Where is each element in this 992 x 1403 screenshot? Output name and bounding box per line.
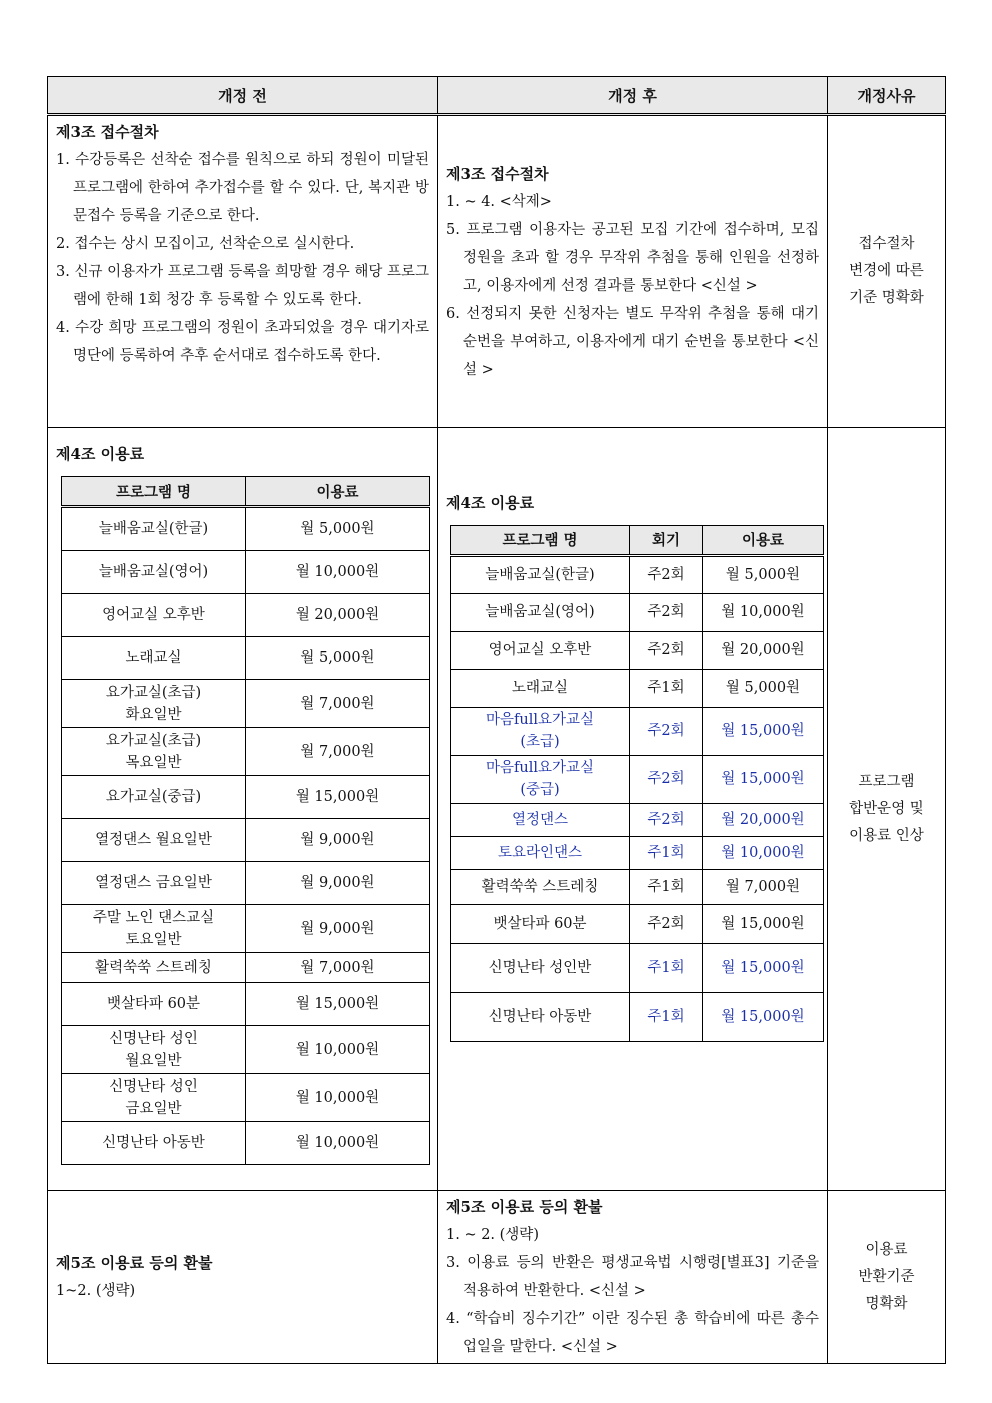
row1-after-title: 제3조 접수절차 — [446, 164, 549, 183]
row3-reason-line: 반환기준 — [858, 1268, 915, 1285]
fee-cell: 월 7,000원 — [246, 953, 430, 983]
fee-cell: 월 20,000원 — [246, 594, 430, 637]
fee-before-row — [62, 1122, 430, 1165]
fee-cell: 월 10,000원 — [246, 1026, 430, 1074]
fee-before-row — [62, 728, 430, 776]
program-name-cell: 신명난타 성인 월요일반 — [62, 1026, 246, 1074]
session-count-cell: 주2회 — [630, 593, 703, 631]
row1-before-title: 제3조 접수절차 — [56, 123, 159, 141]
program-name-cell: 신명난타 성인반 — [451, 943, 630, 992]
fee-cell: 월 10,000원 — [703, 836, 824, 869]
fee-cell: 월 7,000원 — [246, 728, 430, 776]
fee-after-row — [451, 555, 824, 593]
fee-cell: 월 10,000원 — [246, 551, 430, 594]
row1-reason-line: 접수절차 — [858, 236, 915, 252]
fee-after-row — [451, 707, 824, 755]
row1-after-item: 5. 프로그램 이용자는 공고된 모집 기간에 접수하며, 모집 정원을 초과 할 경우 무작위 추첨을 통해 인원을 선정하고, 이용자에게 선정 결과를 통보한다 <신설 > — [446, 221, 819, 294]
row2-reason-cell — [828, 428, 946, 1191]
row-refund — [48, 1191, 946, 1364]
fee-cell: 월 10,000원 — [246, 1074, 430, 1122]
session-count-cell: 주2회 — [630, 707, 703, 755]
row3-after-cell — [438, 1191, 828, 1364]
header-before: 개정 전 — [48, 77, 438, 115]
fee-after-row — [451, 904, 824, 943]
fee-after-header-fee: 이용료 — [703, 525, 824, 555]
fee-cell: 월 5,000원 — [246, 507, 430, 551]
session-count-cell: 주1회 — [630, 992, 703, 1041]
program-name-cell: 늘배움교실(영어) — [62, 551, 246, 594]
row3-after-title: 제5조 이용료 등의 환불 — [446, 1198, 603, 1216]
session-count-cell: 주1회 — [630, 943, 703, 992]
session-count-cell: 주2회 — [630, 631, 703, 669]
fee-after-header-count: 회기 — [630, 525, 703, 555]
row3-reason-line: 명확화 — [865, 1295, 908, 1312]
fee-after-row — [451, 943, 824, 992]
program-name-cell: 열정댄스 — [451, 803, 630, 836]
fee-table-after — [450, 525, 824, 1042]
row1-after-item: 6. 선정되지 못한 신청자는 별도 무작위 추첨을 통해 대기 순번을 부여하고, 이용자에게 대기 순번을 통보한다 <신설 > — [446, 305, 819, 378]
session-count-cell: 주2회 — [630, 803, 703, 836]
session-count-cell: 주1회 — [630, 836, 703, 869]
row2-after-title: 제4조 이용료 — [446, 493, 535, 512]
fee-cell: 월 7,000원 — [246, 680, 430, 728]
fee-before-row — [62, 776, 430, 819]
row1-before-cell — [48, 115, 438, 428]
row1-reason-cell — [828, 115, 946, 428]
row2-reason-line: 이용료 인상 — [849, 827, 924, 844]
row2-before-cell — [48, 428, 438, 1191]
program-name-cell: 주말 노인 댄스교실 토요일반 — [62, 905, 246, 953]
fee-cell: 월 9,000원 — [246, 862, 430, 905]
header-reason: 개정사유 — [828, 77, 946, 115]
fee-after-row — [451, 992, 824, 1041]
fee-cell: 월 15,000원 — [703, 904, 824, 943]
session-count-cell: 주2회 — [630, 755, 703, 803]
program-name-cell: 늘배움교실(한글) — [451, 555, 630, 593]
program-name-cell: 마음full요가교실 (중급) — [451, 755, 630, 803]
row1-reason-line: 기준 명확화 — [849, 290, 924, 306]
row1-before-item: 1. 수강등록은 선착순 접수를 원칙으로 하되 정원이 미달된 프로그램에 한하여 추가접수를 할 수 있다. 단, 복지관 방문접수 등록을 기준으로 한다. — [56, 152, 429, 224]
program-name-cell: 요가교실(초급) 화요일반 — [62, 680, 246, 728]
fee-before-row — [62, 507, 430, 551]
fee-before-header-fee: 이용료 — [246, 477, 430, 507]
fee-before-row — [62, 1074, 430, 1122]
row1-after-item: 1. ~ 4. <삭제> — [446, 193, 552, 210]
revision-comparison-document — [47, 76, 945, 1353]
program-name-cell: 신명난타 아동반 — [451, 992, 630, 1041]
fee-cell: 월 7,000원 — [703, 869, 824, 904]
program-name-cell: 활력쑥쑥 스트레칭 — [451, 869, 630, 904]
fee-cell: 월 5,000원 — [703, 555, 824, 593]
fee-before-row — [62, 1026, 430, 1074]
row3-after-item: 4. “학습비 징수기간” 이란 징수된 총 학습비에 따른 총수업일을 말한다. <신설 > — [446, 1311, 819, 1355]
row2-reason-line: 합반운영 및 — [849, 800, 924, 817]
program-name-cell: 뱃살타파 60분 — [62, 983, 246, 1026]
revision-table — [47, 76, 946, 1364]
program-name-cell: 영어교실 오후반 — [451, 631, 630, 669]
row-reception-procedure — [48, 115, 946, 428]
header-row — [48, 77, 946, 115]
program-name-cell: 신명난타 아동반 — [62, 1122, 246, 1165]
fee-cell: 월 20,000원 — [703, 803, 824, 836]
program-name-cell: 열정댄스 금요일반 — [62, 862, 246, 905]
fee-cell: 월 15,000원 — [246, 776, 430, 819]
row2-after-cell — [438, 428, 828, 1191]
fee-after-row — [451, 593, 824, 631]
fee-cell: 월 9,000원 — [246, 905, 430, 953]
fee-cell: 월 15,000원 — [246, 983, 430, 1026]
fee-cell: 월 15,000원 — [703, 992, 824, 1041]
fee-cell: 월 5,000원 — [703, 669, 824, 707]
row1-reason-line: 변경에 따른 — [849, 263, 924, 279]
program-name-cell: 활력쑥쑥 스트레칭 — [62, 953, 246, 983]
fee-cell: 월 15,000원 — [703, 707, 824, 755]
program-name-cell: 열정댄스 월요일반 — [62, 819, 246, 862]
row3-after-item: 1. ~ 2. (생략) — [446, 1227, 539, 1243]
fee-after-header-name: 프로그램 명 — [451, 525, 630, 555]
fee-after-row — [451, 836, 824, 869]
fee-before-row — [62, 637, 430, 680]
fee-before-row — [62, 819, 430, 862]
program-name-cell: 노래교실 — [451, 669, 630, 707]
program-name-cell: 마음full요가교실 (초급) — [451, 707, 630, 755]
row1-after-cell — [438, 115, 828, 428]
fee-cell: 월 15,000원 — [703, 943, 824, 992]
fee-cell: 월 5,000원 — [246, 637, 430, 680]
fee-before-row — [62, 953, 430, 983]
row1-before-item: 3. 신규 이용자가 프로그램 등록을 희망할 경우 해당 프로그램에 한해 1회 청강 후 등록할 수 있도록 한다. — [56, 264, 429, 308]
fee-table-before — [61, 476, 430, 1165]
fee-cell: 월 15,000원 — [703, 755, 824, 803]
session-count-cell: 주1회 — [630, 869, 703, 904]
session-count-cell: 주1회 — [630, 669, 703, 707]
row1-before-item: 2. 접수는 상시 모집이고, 선착순으로 실시한다. — [56, 236, 355, 252]
fee-cell: 월 10,000원 — [703, 593, 824, 631]
row3-before-title: 제5조 이용료 등의 환불 — [56, 1254, 213, 1272]
program-name-cell: 요가교실(중급) — [62, 776, 246, 819]
session-count-cell: 주2회 — [630, 904, 703, 943]
program-name-cell: 영어교실 오후반 — [62, 594, 246, 637]
program-name-cell: 늘배움교실(영어) — [451, 593, 630, 631]
fee-before-header-name: 프로그램 명 — [62, 477, 246, 507]
header-after: 개정 후 — [438, 77, 828, 115]
fee-before-row — [62, 905, 430, 953]
fee-before-row — [62, 983, 430, 1026]
fee-before-row — [62, 551, 430, 594]
fee-after-row — [451, 669, 824, 707]
fee-after-row — [451, 869, 824, 904]
row3-after-item: 3. 이용료 등의 반환은 평생교육법 시행령[별표3] 기준을 적용하여 반환한다. <신설 > — [446, 1255, 819, 1299]
session-count-cell: 주2회 — [630, 555, 703, 593]
fee-after-row — [451, 631, 824, 669]
program-name-cell: 신명난타 성인 금요일반 — [62, 1074, 246, 1122]
row2-reason-line: 프로그램 — [858, 773, 915, 790]
row3-before-item: 1~2. (생략) — [56, 1283, 136, 1299]
row-fees — [48, 428, 946, 1191]
program-name-cell: 뱃살타파 60분 — [451, 904, 630, 943]
fee-after-row — [451, 755, 824, 803]
program-name-cell: 토요라인댄스 — [451, 836, 630, 869]
fee-cell: 월 9,000원 — [246, 819, 430, 862]
program-name-cell: 노래교실 — [62, 637, 246, 680]
fee-before-row — [62, 862, 430, 905]
row3-before-cell — [48, 1191, 438, 1364]
fee-after-row — [451, 803, 824, 836]
program-name-cell: 요가교실(초급) 목요일반 — [62, 728, 246, 776]
row2-before-title: 제4조 이용료 — [56, 445, 145, 463]
row1-before-item: 4. 수강 희망 프로그램의 정원이 초과되었을 경우 대기자로 명단에 등록하여 추후 순서대로 접수하도록 한다. — [56, 320, 429, 364]
row3-reason-cell — [828, 1191, 946, 1364]
row3-reason-line: 이용료 — [865, 1241, 908, 1258]
fee-cell: 월 20,000원 — [703, 631, 824, 669]
program-name-cell: 늘배움교실(한글) — [62, 507, 246, 551]
fee-cell: 월 10,000원 — [246, 1122, 430, 1165]
fee-before-row — [62, 594, 430, 637]
fee-before-row — [62, 680, 430, 728]
